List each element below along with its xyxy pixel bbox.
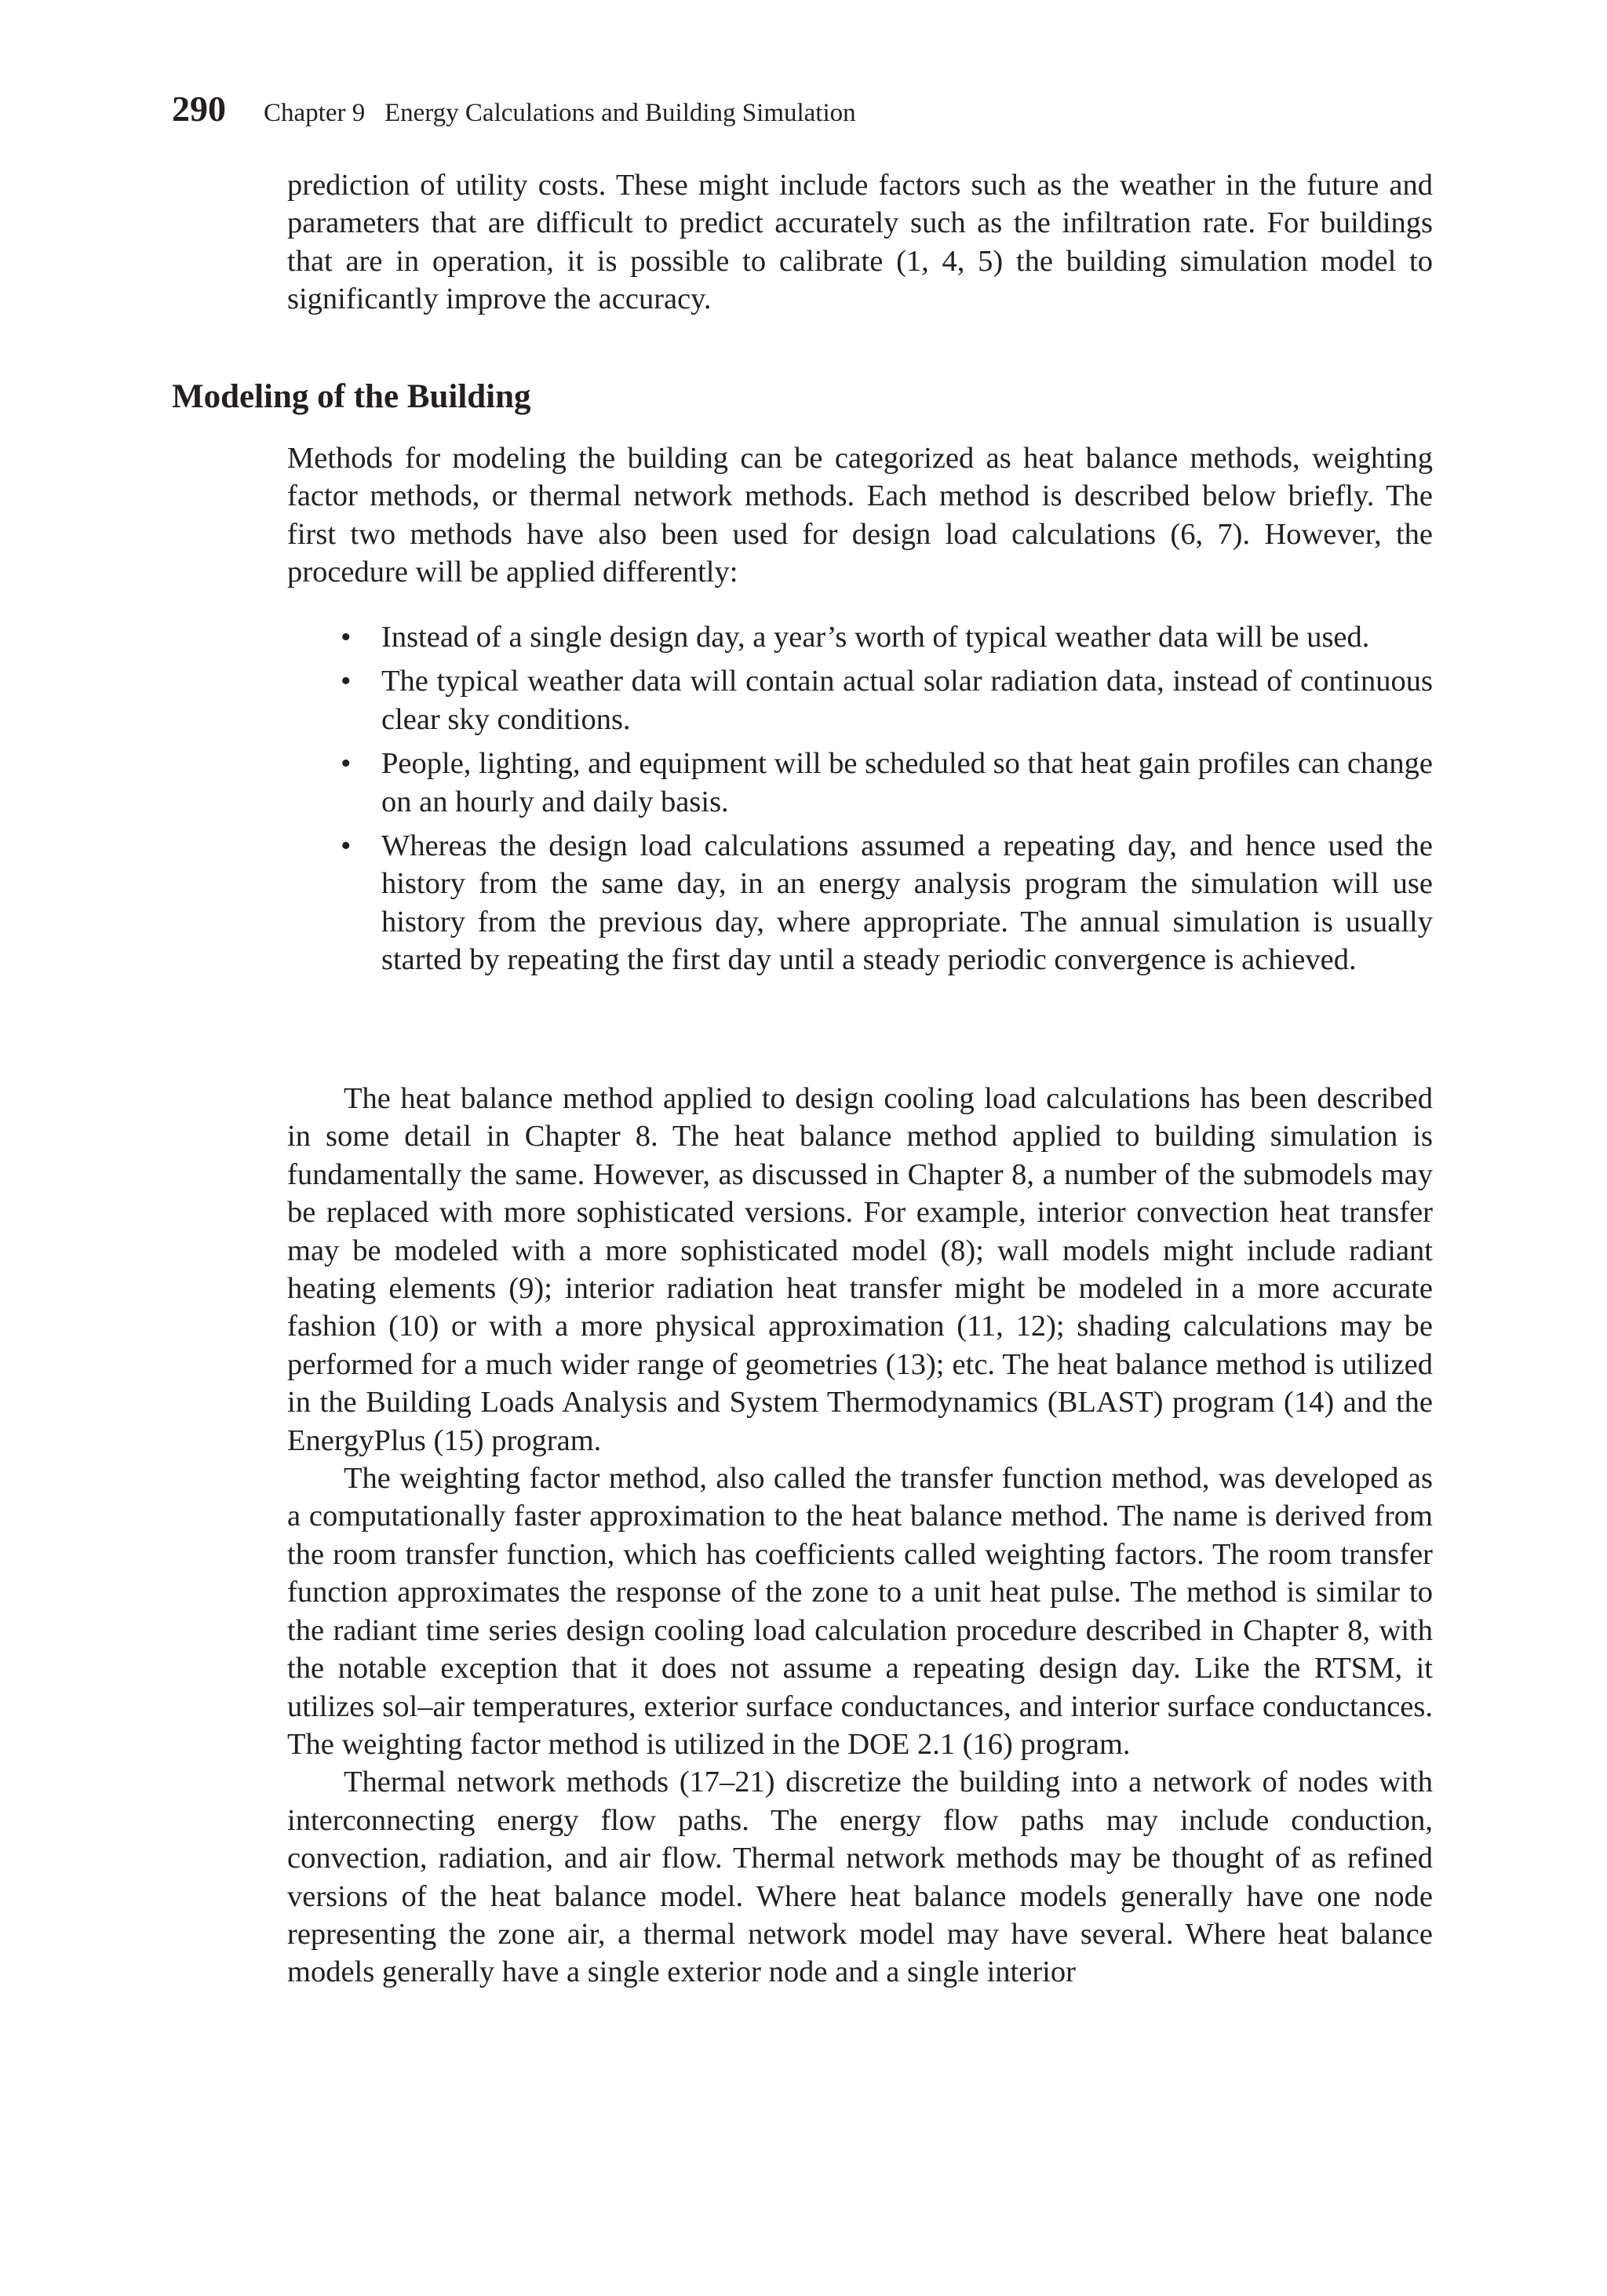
list-item xyxy=(287,662,1433,738)
bullet-icon: • xyxy=(341,747,352,781)
section-lead-block xyxy=(287,439,1433,592)
paragraph-heat-balance: The heat balance method applied to design cooling load calculations has been described in some detail in Chapter 8. The heat balance method applied to building simulation is fundamentally the same. However, as discussed in Chapter 8, a number of the submodels may be replaced with more sophisticated versions. For example, interior convection heat transfer may be modeled with a more sophisticated model (8); wall models might include radiant heating elements (9); interior radiation heat transfer might be modeled in a more accurate fashion (10) or with a more physical approximation (11, 12); shading calculations may be performed for a much wider range of geometries (13); etc. The heat balance method is utilized in the Building Loads Analysis and System Thermodynamics (BLAST) program (14) and the EnergyPlus (15) program. xyxy=(287,1082,1433,1457)
bullet-icon: • xyxy=(341,829,352,863)
list-item xyxy=(287,827,1433,979)
list-item-text: Instead of a single design day, a year’s worth of typical weather data will be used. xyxy=(381,621,1370,654)
paragraph-weighting-factor: The weighting factor method, also called the transfer function method, was developed as a computationally faster approximation to the heat balance method. The name is derived from the room transfer function, which has coefficients called weighting factors. The room transfer function approximates the response of the zone to a unit heat pulse. The method is similar to the radiant time series design cooling load calculation procedure described in Chapter 8, with the notable exception that it does not assume a repeating design day. Like the RTSM, it utilizes sol–air temperatures, exterior surface conductances, and interior surface conductances. The weighting factor method is utilized in the DOE 2.1 (16) program. xyxy=(287,1462,1433,1761)
paragraph-thermal-network: Thermal network methods (17–21) discretize the building into a network of nodes with interconnecting energy flow paths. The energy flow paths may include conduction, convection, radiation, and air flow. Thermal network methods may be thought of as refined versions of the heat balance model. Where heat balance models generally have one node representing the zone air, a thermal network model may have several. Where heat balance models generally have a single exterior node and a single interior xyxy=(287,1766,1433,1989)
list-item-text: The typical weather data will contain actual solar radiation data, instead of continuous clear sky conditions. xyxy=(381,665,1433,736)
list-item-text: People, lighting, and equipment will be scheduled so that heat gain profiles can change on an hourly and daily basis. xyxy=(381,747,1433,818)
intro-block xyxy=(287,166,1433,319)
intro-paragraph: prediction of utility costs. These might include factors such as the weather in the future and parameters that are difficult to predict accurately such as the infiltration rate. For buildings that are in operation, it is possible to calibrate (1, 4, 5) the building simulation model to significantly improve the accuracy. xyxy=(287,169,1433,316)
list-item-text: Whereas the design load calculations assumed a repeating day, and hence used the history from the same day, in an energy analysis program the simulation will use history from the previous day, where appropriate. The annual simulation is usually started by repeating the first day until a steady periodic convergence is achieved. xyxy=(381,829,1433,977)
section-lead-paragraph: Methods for modeling the building can be categorized as heat balance methods, weighting factor methods, or thermal network methods. Each method is described below briefly. The first two methods have also been used for design load calculations (6, 7). However, the procedure will be applied differently: xyxy=(287,442,1433,589)
bullet-list xyxy=(287,618,1433,986)
list-item xyxy=(287,745,1433,821)
section-heading: Modeling of the Building xyxy=(172,378,531,415)
page-header xyxy=(172,88,1435,132)
bullet-icon: • xyxy=(341,621,352,654)
list-item xyxy=(287,618,1433,656)
page-number: 290 xyxy=(172,89,226,129)
body-paragraphs xyxy=(287,1080,1433,1992)
bullet-icon: • xyxy=(341,665,352,698)
running-head: Chapter 9 Energy Calculations and Building Simulation xyxy=(264,99,856,127)
